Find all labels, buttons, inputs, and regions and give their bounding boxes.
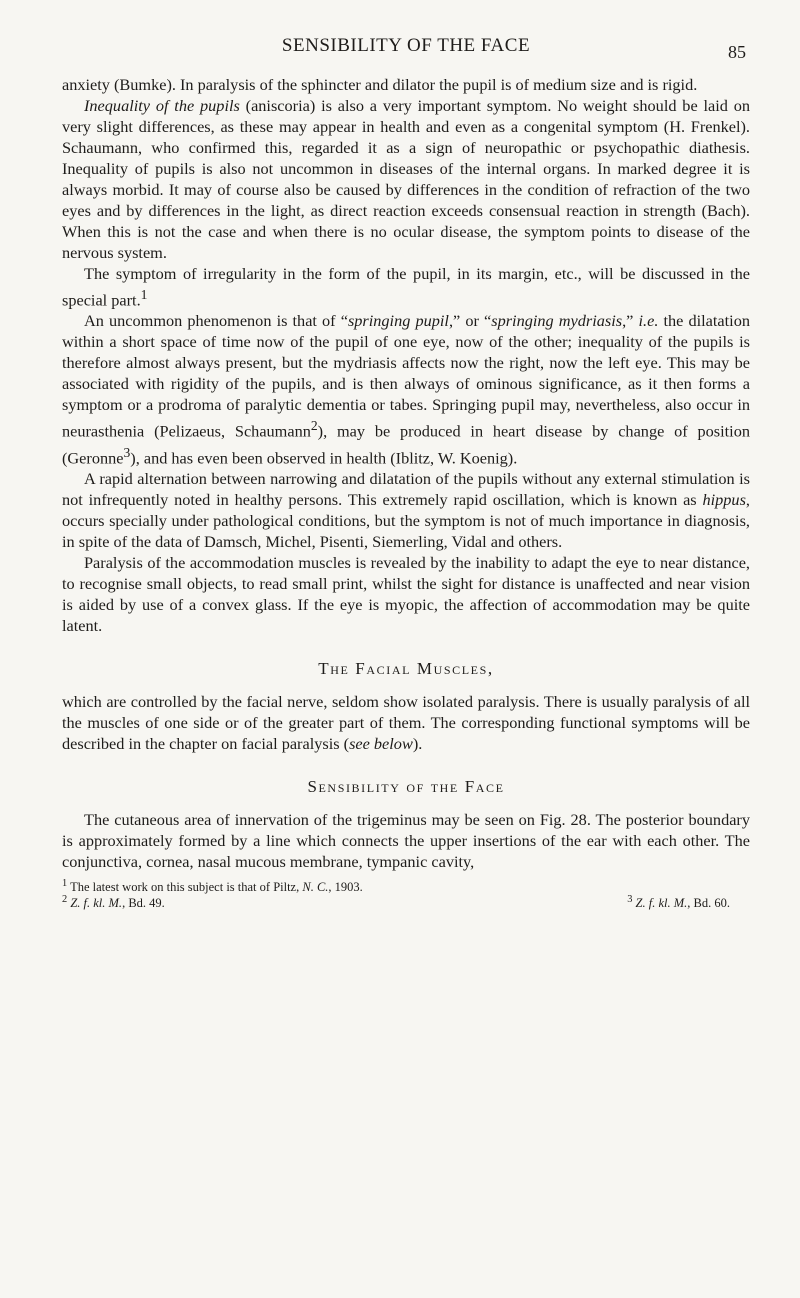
paragraph-text: anxiety (Bumke). In paralysis of the sphincter and dilator the pupil is of medium size and is rigid.: [62, 75, 698, 94]
section-gap: [62, 754, 750, 776]
footnote-text: , 1903.: [328, 880, 363, 895]
paragraph-text: , occurs specially under pathological conditions, but the symptom is not of much importance in diagnosis, in spite of the data of Damsch, Michel, Pisenti, Siemerling, Vidal and others.: [62, 490, 750, 552]
heading-gap: [62, 680, 750, 691]
italic-term: springing pupil: [347, 311, 449, 331]
paragraph-text: ,” or “: [448, 311, 492, 331]
italic-term: i.e.: [638, 311, 659, 331]
paragraph-text: which are controlled by the facial nerve, seldom show isolated paralysis. There is usually paralysis of all the muscles of one side or of the greater part of them. The corresponding functional symptoms will be described in the chapter on facial paralysis (: [62, 692, 750, 754]
paragraph-text: (aniscoria) is also a very important symptom. No weight should be laid on very slight differences, as these may appear in health and even as a congenital symptom (H. Frenkel). Schaumann, who confirmed this, regarded it as a sign of neuropathic or psychopathic diathesis. Inequality of pupils is also not uncommon in diseases of the internal organs. In marked degree it is always morbid. It may of course also be caused by differences in the condition of refraction of the two eyes and by differences in the light, as direct reaction exceeds consensual reaction in strength (Bach). When this is not the case and when there is no ocular disease, the symptom points to disease of the nervous system.: [62, 96, 750, 262]
paragraph-text: An uncommon phenomenon is that of “: [84, 311, 348, 331]
italic-term: hippus: [702, 490, 746, 510]
paragraph-irregularity: [62, 263, 750, 310]
paragraph-hippus: [62, 468, 750, 552]
footnotes: [62, 876, 750, 911]
footnote-italic: N. C.: [302, 880, 329, 895]
paragraph-text: The symptom of irregularity in the form of the pupil, in its margin, etc., will be discussed in the special part.: [62, 264, 750, 310]
paragraph-text: ).: [412, 734, 423, 754]
footnote-text: , Bd. 49.: [122, 896, 165, 911]
paragraph-text: Paralysis of the accommodation muscles is revealed by the inability to adapt the eye to near distance, to recognise small objects, to read small print, whilst the sight for distance is unaffected and near vision is aided by use of a convex glass. If the eye is myopic, the affection of accommodation may be quite latent.: [62, 553, 750, 636]
paragraph-facial-muscles: [62, 691, 750, 754]
running-head: [62, 34, 750, 74]
paragraph-lead-italic: Inequality of the pupils: [84, 96, 240, 115]
footnote-ref: 1: [140, 287, 148, 302]
paragraph-inequality: [62, 95, 750, 263]
paragraph-text: ), may be produced in heart disease by change of position (Geronne: [62, 421, 750, 468]
footnote-ref: 3: [123, 444, 131, 460]
footnote-mark: 1: [62, 878, 68, 890]
footnote-italic: Z. f. kl. M.: [67, 896, 123, 911]
footnote-mark: 3: [627, 894, 633, 906]
footnote-1: [62, 876, 750, 895]
running-title: SENSIBILITY OF THE FACE: [281, 35, 531, 56]
italic-term: see below: [349, 734, 413, 754]
heading-gap: [62, 798, 750, 809]
paragraph-text: ,”: [622, 311, 639, 331]
footnote-text: The latest work on this subject is that of Piltz,: [67, 880, 303, 895]
paragraph-pupil-rigid: [62, 74, 750, 95]
footnote-2: [62, 896, 165, 910]
paragraph-sensibility: [62, 809, 750, 872]
footnote-text: , Bd. 60.: [687, 896, 730, 911]
paragraph-text: The cutaneous area of innervation of the trigeminus may be seen on Fig. 28. The posterior boundary is approximately formed by a line which connects the upper insertions of the ear with each other. The conjunctiva, cornea, nasal mucous membrane, tympanic cavity,: [62, 810, 750, 872]
italic-term: springing mydriasis: [491, 311, 623, 331]
paragraph-accommodation: [62, 552, 750, 636]
footnote-ref: 2: [310, 418, 318, 434]
paragraph-text: the dilatation within a short space of time now of the pupil of one eye, now of the other; inequality of the pupils is therefore almost always present, but the mydriasis affects now the right, now the left eye. This may be associated with rigidity of the pupils, and is then always of ominous significance, as it then forms a symptom or a prodroma of paralytic dementia or tabes. Springing pupil may, nevertheless, also occur in neurasthenia (Pelizaeus, Schaumann: [62, 311, 750, 441]
section-gap: [62, 636, 750, 658]
paragraph-text: ), and has even been observed in health (Iblitz, W. Koenig).: [130, 448, 518, 468]
section-heading-sensibility: Sensibility of the Face: [307, 777, 505, 797]
paragraph-springing-pupil: [62, 310, 750, 468]
footnote-3: [627, 892, 730, 911]
body-text: [62, 74, 750, 872]
page-number: 85: [728, 42, 746, 62]
paragraph-text: A rapid alternation between narrowing and dilatation of the pupils without any external stimulation is not infrequently noted in healthy persons. This extremely rapid oscillation, which is known as: [62, 469, 750, 510]
section-heading-facial-muscles: The Facial Muscles,: [318, 659, 494, 679]
footnote-mark: 2: [62, 894, 68, 906]
footnote-italic: Z. f. kl. M.: [632, 896, 688, 911]
footnote-2-3: [62, 892, 750, 911]
